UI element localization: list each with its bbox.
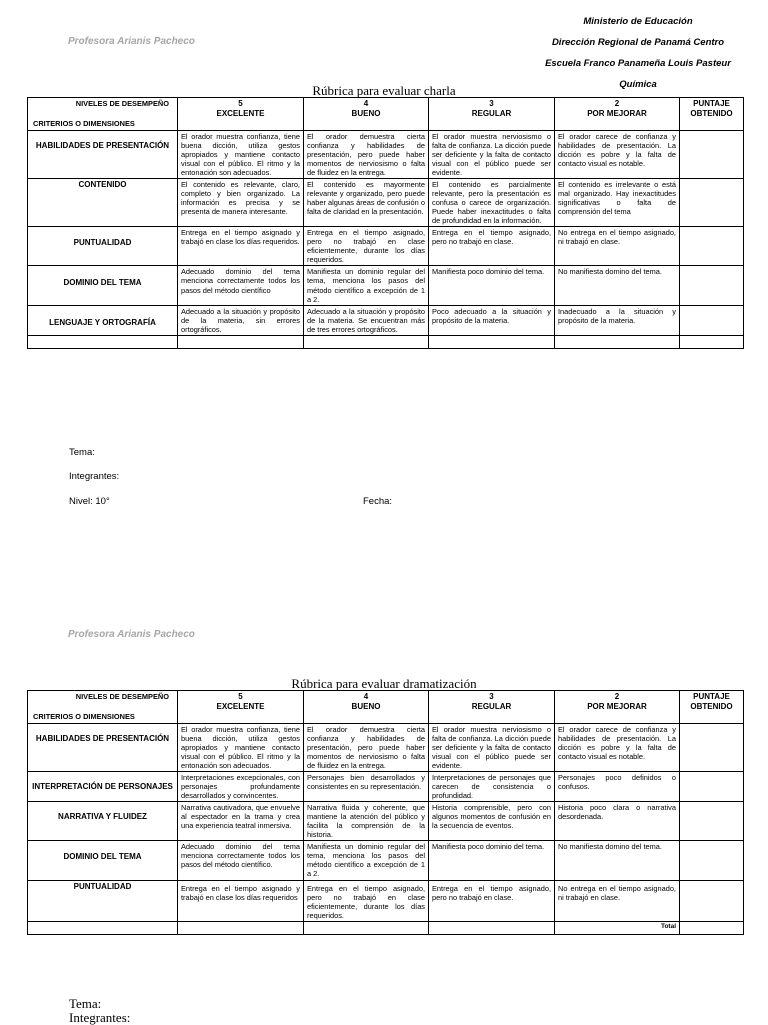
descriptor-cell: El contenido es parcialmente relevante, pero la presentación es confusa o carece de organización. Puede haber inexactitudes o falta de profundidad en la información. <box>429 179 555 227</box>
table-row <box>28 131 744 179</box>
descriptor-cell: El orador muestra nerviosismo o falta de confianza. La dicción puede ser deficiente y la falta de contacto visual con el público puede ser evidente. <box>429 131 555 179</box>
level-header: 5 EXCELENTE <box>178 98 304 131</box>
teacher-name: Profesora Arianis Pacheco <box>68 36 195 47</box>
criterion-label: PUNTUALIDAD <box>28 880 178 921</box>
score-cell[interactable] <box>680 266 744 305</box>
descriptor-cell: El orador carece de confianza y habilidades de presentación. La dicción es pobre y la falta de contacto visual es notable. <box>555 724 680 772</box>
score-cell[interactable] <box>680 880 744 921</box>
descriptor-cell: Interpretaciones excepcionales, con personajes profundamente desarrollados y convincentes. <box>178 772 304 802</box>
criterion-label: INTERPRETACIÓN DE PERSONAJES <box>28 772 178 802</box>
table-row <box>28 266 744 305</box>
descriptor-cell: El contenido es mayormente relevante y organizado, pero puede haber algunas áreas de confusión o falta de claridad en la presentación. <box>304 179 429 227</box>
score-cell[interactable] <box>680 841 744 880</box>
rubric-corner-cell <box>28 98 178 131</box>
descriptor-cell: Poco adecuado a la situación y propósito de la materia. <box>429 305 555 335</box>
region-name: Dirección Regional de Panamá Centro <box>551 37 725 48</box>
score-cell[interactable] <box>680 802 744 841</box>
descriptor-cell: Entrega en el tiempo asignado, pero no trabajó en clase. <box>429 880 555 921</box>
tema-field[interactable]: Tema: <box>69 447 95 458</box>
criterion-label: PUNTUALIDAD <box>28 227 178 266</box>
descriptor-cell: No entrega en el tiempo asignado, ni trabajó en clase. <box>555 880 680 921</box>
rubric-title: Rúbrica para evaluar charla <box>312 83 456 98</box>
criterion-label: HABILIDADES DE PRESENTACIÓN <box>28 724 178 772</box>
level-header: 3 REGULAR <box>429 691 555 724</box>
descriptor-cell: Entrega en el tiempo asignado y trabajó en clase los días requeridos. <box>178 227 304 266</box>
level-header: 2 POR MEJORAR <box>555 691 680 724</box>
criteria-label: CRITERIOS O DIMENSIONES <box>33 118 135 128</box>
descriptor-cell: Inadecuado a la situación y propósito de la materia. <box>555 305 680 335</box>
table-row <box>28 179 744 227</box>
table-row <box>28 305 744 335</box>
level-header: 4 BUENO <box>304 691 429 724</box>
descriptor-cell: El orador muestra nerviosismo o falta de confianza. La dicción puede ser deficiente y la falta de contacto visual con el público puede ser evidente. <box>429 724 555 772</box>
score-cell[interactable] <box>680 179 744 227</box>
score-cell[interactable] <box>680 335 744 348</box>
descriptor-cell: El contenido es relevante, claro, completo y bien organizado. La información es precisa y se presenta de manera interesante. <box>178 179 304 227</box>
descriptor-cell: Adecuado a la situación y propósito de la materia, sin errores ortográficos. <box>178 305 304 335</box>
criterion-label: DOMINIO DEL TEMA <box>28 841 178 880</box>
score-cell[interactable] <box>680 724 744 772</box>
descriptor-cell: Interpretaciones de personajes que carecen de consistencia o profundidad. <box>429 772 555 802</box>
table-row <box>28 227 744 266</box>
integrantes-field[interactable]: Integrantes: <box>69 1010 131 1025</box>
school-name: Escuela Franco Panameña Louis Pasteur <box>545 58 731 69</box>
criterion-label: LENGUAJE Y ORTOGRAFÍA <box>28 305 178 335</box>
subject-name: Química <box>619 79 657 90</box>
rubric-table <box>27 690 744 935</box>
descriptor-cell: Personajes poco definidos o confusos. <box>555 772 680 802</box>
integrantes-field[interactable]: Integrantes: <box>69 471 120 482</box>
rubric-title: Rúbrica para evaluar dramatización <box>291 676 477 691</box>
descriptor-cell: No manifiesta domino del tema. <box>555 841 680 880</box>
score-cell[interactable] <box>680 772 744 802</box>
descriptor-cell: Manifiesta poco dominio del tema. <box>429 266 555 305</box>
criterion-label: CONTENIDO <box>28 179 178 227</box>
teacher-name: Profesora Arianis Pacheco <box>68 629 195 640</box>
score-cell[interactable] <box>680 305 744 335</box>
descriptor-cell: Narrativa fluida y coherente, que mantiene la atención del público y facilita la comprensión de la historia. <box>304 802 429 841</box>
descriptor-cell: Historia comprensible, pero con algunos momentos de confusión en la secuencia de eventos. <box>429 802 555 841</box>
ministry-name: Ministerio de Educación <box>583 16 693 27</box>
descriptor-cell: Manifiesta un dominio regular del tema, menciona los pasos del método científico a excepción de 1 a 2. <box>304 841 429 880</box>
levels-label: NIVELES DE DESEMPEÑO <box>75 99 169 108</box>
descriptor-cell: El contenido es irrelevante o está mal organizado. Hay inexactitudes significativas o falta de comprensión del tema <box>555 179 680 227</box>
score-cell[interactable] <box>680 131 744 179</box>
score-header: PUNTAJE OBTENIDO <box>680 691 744 724</box>
descriptor-cell: No entrega en el tiempo asignado, ni trabajó en clase. <box>555 227 680 266</box>
descriptor-cell: Adecuado dominio del tema menciona correctamente todos los pasos del método científico <box>178 266 304 305</box>
criterion-label: DOMINIO DEL TEMA <box>28 266 178 305</box>
descriptor-cell: Entrega en el tiempo asignado, pero no trabajó en clase eficientemente, durante los días requeridos. <box>304 880 429 921</box>
descriptor-cell: Narrativa cautivadora, que envuelve al espectador en la trama y crea una experiencia teatral inmersiva. <box>178 802 304 841</box>
descriptor-cell: El orador muestra confianza, tiene buena dicción, utiliza gestos apropiados y mantiene contacto visual con el público. El ritmo y la entonación son adecuados. <box>178 131 304 179</box>
descriptor-cell: El orador muestra confianza, tiene buena dicción, utiliza gestos apropiados y mantiene contacto visual con el público. El ritmo y la entonación son adecuados. <box>178 724 304 772</box>
descriptor-cell: Entrega en el tiempo asignado, pero no trabajó en clase. <box>429 227 555 266</box>
score-cell[interactable] <box>680 227 744 266</box>
total-label: Total <box>555 921 680 934</box>
descriptor-cell: No manifiesta domino del tema. <box>555 266 680 305</box>
descriptor-cell: Adecuado dominio del tema menciona correctamente todos los pasos del método científico. <box>178 841 304 880</box>
descriptor-cell: Entrega en el tiempo asignado y trabajó en clase los días requeridos <box>178 880 304 921</box>
level-header: 5 EXCELENTE <box>178 691 304 724</box>
rubric-table <box>27 97 744 349</box>
tema-field[interactable]: Tema: <box>69 996 102 1011</box>
level-header: 2 POR MEJORAR <box>555 98 680 131</box>
table-row <box>28 921 744 934</box>
rubric-corner-cell <box>28 691 178 724</box>
descriptor-cell: Historia poco clara o narrativa desordenada. <box>555 802 680 841</box>
descriptor-cell: Manifiesta un dominio regular del tema, menciona los pasos del método científico a excepción de 1 a 2. <box>304 266 429 305</box>
score-header: PUNTAJE OBTENIDO <box>680 98 744 131</box>
criterion-label: HABILIDADES DE PRESENTACIÓN <box>28 131 178 179</box>
descriptor-cell: El orador demuestra cierta confianza y habilidades de presentación, pero puede haber momentos de nerviosismo o falta de fluidez en la entrega. <box>304 131 429 179</box>
criterion-label: NARRATIVA Y FLUIDEZ <box>28 802 178 841</box>
table-row <box>28 841 744 880</box>
criteria-label: CRITERIOS O DIMENSIONES <box>33 711 135 721</box>
descriptor-cell: Adecuado a la situación y propósito de la materia. Se encuentran más de tres errores ortográficos. <box>304 305 429 335</box>
level-header: 4 BUENO <box>304 98 429 131</box>
table-row <box>28 335 744 348</box>
descriptor-cell: Personajes bien desarrollados y consistentes en su representación. <box>304 772 429 802</box>
descriptor-cell: Manifiesta poco dominio del tema. <box>429 841 555 880</box>
level-header: 3 REGULAR <box>429 98 555 131</box>
nivel-field[interactable]: Nivel: 10° <box>69 496 110 507</box>
table-row <box>28 772 744 802</box>
fecha-field[interactable]: Fecha: <box>363 496 393 507</box>
table-row <box>28 724 744 772</box>
levels-label: NIVELES DE DESEMPEÑO <box>75 692 169 701</box>
descriptor-cell: Entrega en el tiempo asignado, pero no trabajó en clase eficientemente, durante los días requeridos. <box>304 227 429 266</box>
descriptor-cell: El orador demuestra cierta confianza y habilidades de presentación, pero puede haber momentos de nerviosismo o falta de fluidez en la entrega. <box>304 724 429 772</box>
table-row <box>28 880 744 921</box>
descriptor-cell: El orador carece de confianza y habilidades de presentación. La dicción es pobre y la falta de contacto visual es notable. <box>555 131 680 179</box>
total-score-cell[interactable] <box>680 921 744 934</box>
table-row <box>28 802 744 841</box>
